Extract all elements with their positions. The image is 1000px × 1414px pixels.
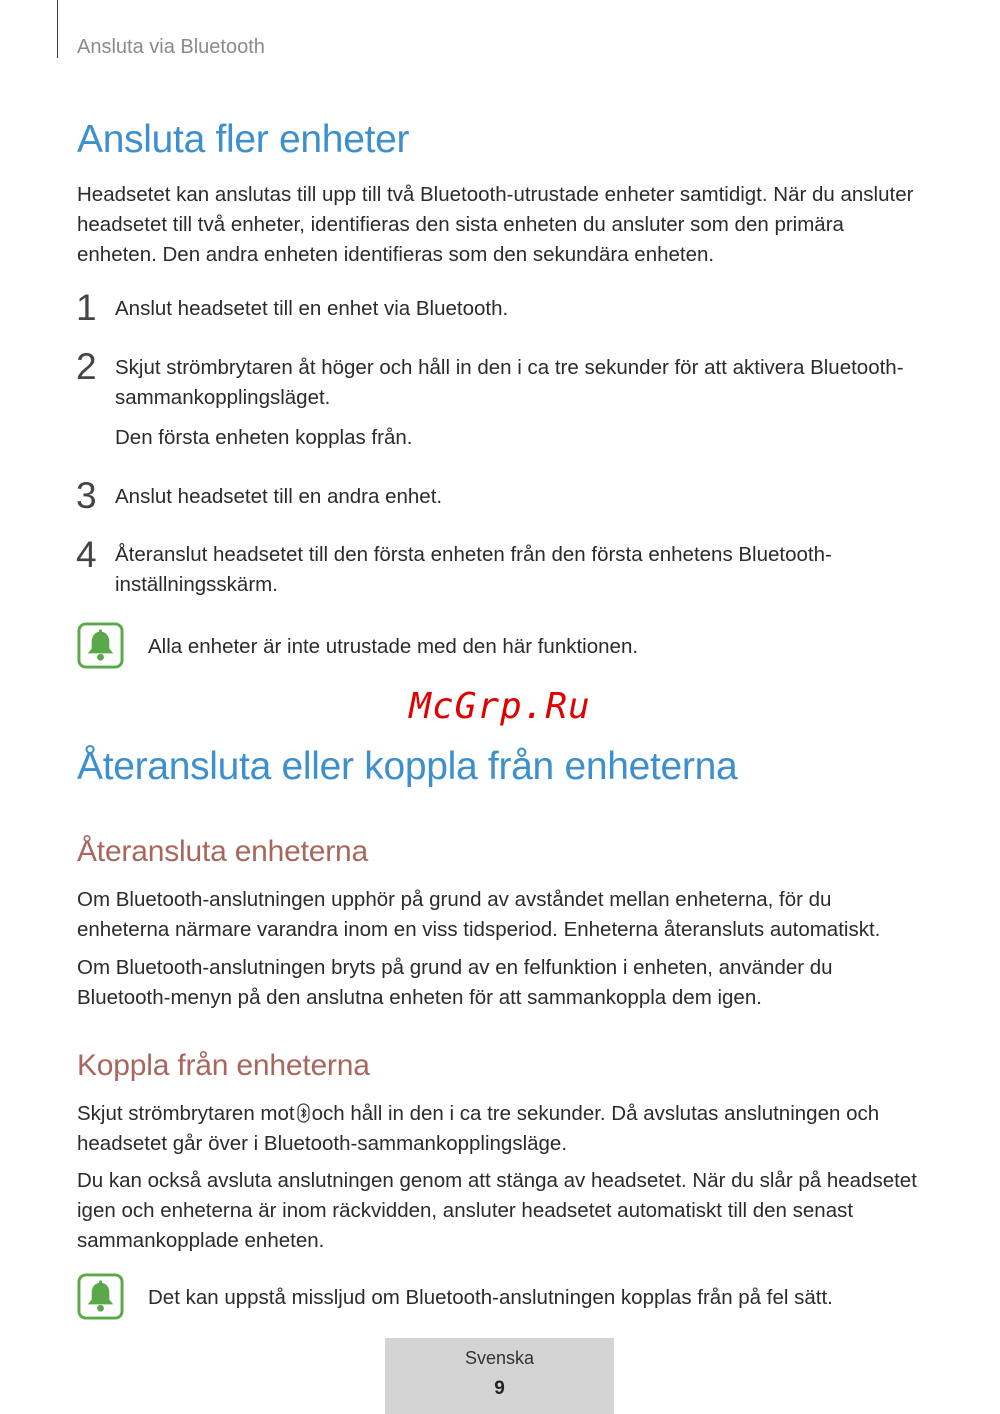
step-subtext: Den första enheten kopplas från.: [115, 426, 413, 449]
reconnect-paragraph: Om Bluetooth-anslutningen upphör på grund av avståndet mellan enheterna, för du enheterna närmare varandra inom en viss tidsperiod. Enheterna återansluts automatiskt.: [77, 888, 881, 941]
step-number: 3: [76, 475, 97, 516]
subsection-title-disconnect: Koppla från enheterna: [77, 1049, 370, 1082]
step-text: Anslut headsetet till en enhet via Bluetooth.: [115, 297, 509, 320]
step-text: Anslut headsetet till en andra enhet.: [115, 485, 443, 508]
step-text: Skjut strömbrytaren åt höger och håll in den i ca tre sekunder för att aktivera Bluetooth-sammankopplingsläget.: [115, 356, 904, 409]
running-title: Ansluta via Bluetooth: [77, 36, 265, 58]
bluetooth-icon: [297, 1103, 310, 1123]
notification-bell-icon: [77, 622, 124, 669]
disconnect-text-start: Skjut strömbrytaren mot: [77, 1102, 295, 1125]
margin-rule: [57, 0, 58, 58]
section-title-reconnect-disconnect: Återansluta eller koppla från enheterna: [77, 745, 738, 788]
page-number: 9: [494, 1378, 505, 1399]
step-number: 4: [76, 534, 97, 575]
footer-language: Svenska: [464, 1348, 535, 1368]
subsection-title-reconnect: Återansluta enheterna: [77, 835, 369, 868]
step-number: 1: [76, 287, 97, 328]
reconnect-paragraph: Om Bluetooth-anslutningen bryts på grund av en felfunktion i enheten, använder du Bluetooth-menyn på den anslutna enheten för att sammankoppla dem igen.: [77, 956, 833, 1009]
note-text: Det kan uppstå missljud om Bluetooth-anslutningen kopplas från på fel sätt.: [148, 1286, 833, 1309]
disconnect-text-end: och håll in den i ca tre sekunder. Då avslutas anslutningen och headsetet går över i Bluetooth-sammankopplingsläge.: [77, 1102, 880, 1155]
step-text: Återanslut headsetet till den första enheten från den första enhetens Bluetooth-inställningsskärm.: [115, 543, 832, 596]
step-number: 2: [76, 346, 97, 387]
disconnect-paragraph: Du kan också avsluta anslutningen genom att stänga av headsetet. När du slår på headsetet igen och enheterna är inom räckvidden, ansluter headsetet automatiskt till den senast sammankopplade enheten.: [77, 1169, 917, 1252]
notification-bell-icon: [77, 1273, 124, 1320]
intro-paragraph: Headsetet kan anslutas till upp till två Bluetooth-utrustade enheter samtidigt. När du ansluter headsetet till två enheter, identifieras den sista enheten du ansluter som den primära enheten. Den andra enheten identifieras som den sekundära enheten.: [77, 183, 914, 266]
page-footer: [385, 1338, 614, 1414]
disconnect-paragraph: [77, 1099, 927, 1159]
watermark: McGrp.Ru: [409, 686, 591, 727]
note-text: Alla enheter är inte utrustade med den här funktionen.: [148, 635, 639, 658]
section-title-multiple-devices: Ansluta fler enheter: [77, 118, 410, 161]
